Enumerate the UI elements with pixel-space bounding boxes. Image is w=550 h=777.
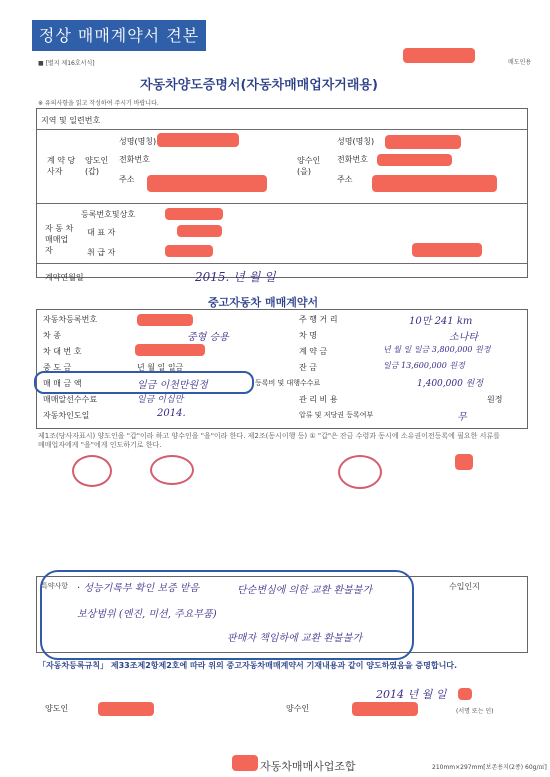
seller-section-label: 계 약 당사자 — [47, 156, 76, 176]
special-terms-label: 특약사항 — [41, 582, 69, 590]
redaction — [165, 208, 223, 220]
dealer-section-label: 자 동 차 매매업자 — [45, 224, 74, 255]
contract-date-value: 2015. 년 월 일 — [195, 270, 276, 284]
row-label: 매 매 금 액 — [43, 379, 82, 388]
redaction — [377, 154, 452, 166]
vehicle-table — [36, 309, 528, 429]
banner-title: 정상 매매계약서 견본 — [32, 20, 206, 51]
vehicle-name-value: 소나타 — [449, 332, 478, 343]
dealer-rep-label: 대 표 자 — [87, 228, 116, 237]
row-label: 관 리 비 용 — [299, 395, 338, 404]
notice-text: ※ 유의사항을 읽고 작성하여 주시기 바랍니다. — [38, 100, 159, 107]
delivery-date-value: 2014. — [157, 408, 186, 419]
seller-sign-label: 양도인 — [45, 704, 69, 713]
seller-address-label: 주소 — [119, 175, 135, 184]
interim-value: 년 월 일 일금 — [137, 363, 184, 372]
redaction — [147, 175, 267, 192]
footnotes — [40, 722, 510, 752]
highlight-price — [34, 371, 254, 394]
redaction — [412, 243, 482, 257]
redaction — [135, 344, 205, 356]
row-label: 자동차인도일 — [43, 411, 90, 420]
special-term-3: 보상범위 (엔진, 미션, 주요부품) — [77, 609, 217, 620]
dealer-reg-label: 등록번호및상호 — [81, 210, 136, 219]
row-label: 잔 금 — [299, 363, 317, 372]
seller-name-label: 성명(명칭) — [119, 137, 157, 146]
redaction — [98, 702, 154, 716]
brokerage-fee-value: 일금 이십만 — [137, 395, 184, 405]
row-label: 계 약 금 — [299, 347, 328, 356]
redaction — [385, 135, 461, 149]
special-term-4: 판매자 책임하에 교환 환불불가 — [227, 633, 363, 644]
fee-value: 1,400,000 원정 — [417, 379, 484, 389]
balance-value: 일금 13,600,000 원정 — [383, 361, 465, 370]
row-label: 차 대 번 호 — [43, 347, 82, 356]
certification-statement: 「자동차등록규칙」 제33조제2항제2호에 따라 위의 중고자동차매매계약서 기재내용과 같이 양도하였음을 증명합니다. — [38, 661, 458, 670]
mileage-value: 10만 241 km — [409, 316, 473, 327]
paper-spec: 210mm×297mm[보존용지(2종) 60g/㎡] — [432, 764, 547, 771]
special-term-2: 단순변심에 의한 교환 환불불가 — [237, 585, 373, 596]
dealer-handler-label: 취 급 자 — [87, 248, 116, 257]
row-label: 차 종 — [43, 331, 61, 340]
sign-date: 2014 년 월 일 — [376, 688, 447, 701]
footer-association: 자동차매매사업조합 — [260, 760, 356, 773]
divider — [37, 263, 527, 264]
redaction — [458, 688, 472, 700]
sale-price-value: 일금 이천만원정 — [137, 380, 208, 391]
seller-phone-label: 전화번호 — [119, 155, 150, 164]
redaction — [372, 175, 497, 192]
document-title: 자동차양도증명서(자동차매매업자거래용) — [140, 78, 378, 93]
stamp-tax-label: 수입인지 — [449, 582, 480, 591]
seller-role: 양도인 (갑) — [85, 156, 109, 176]
signature-note: (서명 또는 인) — [456, 708, 494, 715]
redaction — [352, 702, 418, 716]
row-label: 주 행 거 리 — [299, 315, 338, 324]
seal-stamp — [338, 455, 382, 489]
divider — [37, 129, 527, 130]
deposit-value: 년 월 일 일금 3,800,000 원정 — [383, 345, 491, 354]
row-label: 자동차등록번호 — [43, 315, 98, 324]
management-fee-value: 원정 — [487, 395, 503, 404]
buyer-address-label: 주소 — [337, 175, 353, 184]
row-label: 압류 및 저당권 등록여부 — [299, 411, 374, 419]
copy-label: 매도인용 — [508, 59, 532, 66]
buyer-sign-label: 양수인 — [286, 704, 310, 713]
row-label: 등록비 및 대행수수료 — [255, 379, 321, 387]
redaction — [403, 48, 475, 63]
buyer-phone-label: 전화번호 — [337, 155, 368, 164]
redaction — [157, 133, 239, 147]
special-term-1: · 성능기록부 확인 보증 받음 — [77, 583, 200, 594]
seal-stamp — [150, 455, 194, 485]
buyer-name-label: 성명(명칭) — [337, 137, 375, 146]
seal-stamp — [72, 455, 112, 487]
region-label: 지역 및 일련번호 — [41, 116, 101, 125]
lien-value: 무 — [457, 412, 467, 423]
row-label: 중 도 금 — [43, 363, 72, 372]
redaction — [232, 755, 258, 771]
row-label: 차 명 — [299, 331, 317, 340]
contract-date-label: 계약연월일 — [45, 273, 84, 282]
redaction — [177, 225, 222, 237]
party-table — [36, 108, 528, 278]
redaction — [455, 454, 473, 470]
buyer-role: 양수인 (을) — [297, 156, 321, 176]
form-number: ■ [별지 제16호서식] — [38, 60, 95, 67]
redaction — [165, 245, 213, 257]
highlight-special-terms — [40, 570, 414, 660]
sale-contract-subtitle: 중고자동차 매매계약서 — [208, 296, 319, 309]
vehicle-type-value: 중형 승용 — [187, 332, 229, 343]
redaction — [137, 314, 193, 326]
contract-clauses: 제1조(당사자표시) 양도인을 "갑"이라 하고 양수인을 "을"이라 한다. 제2조(동시이행 등) ① "갑"은 잔금 수령과 동시에 소유권이전등록에 필요한 서류를 매매업자에게 "을"에게 인도하기로 한다. — [38, 432, 500, 449]
divider — [37, 203, 527, 204]
row-label: 매매알선수수료 — [43, 395, 98, 404]
